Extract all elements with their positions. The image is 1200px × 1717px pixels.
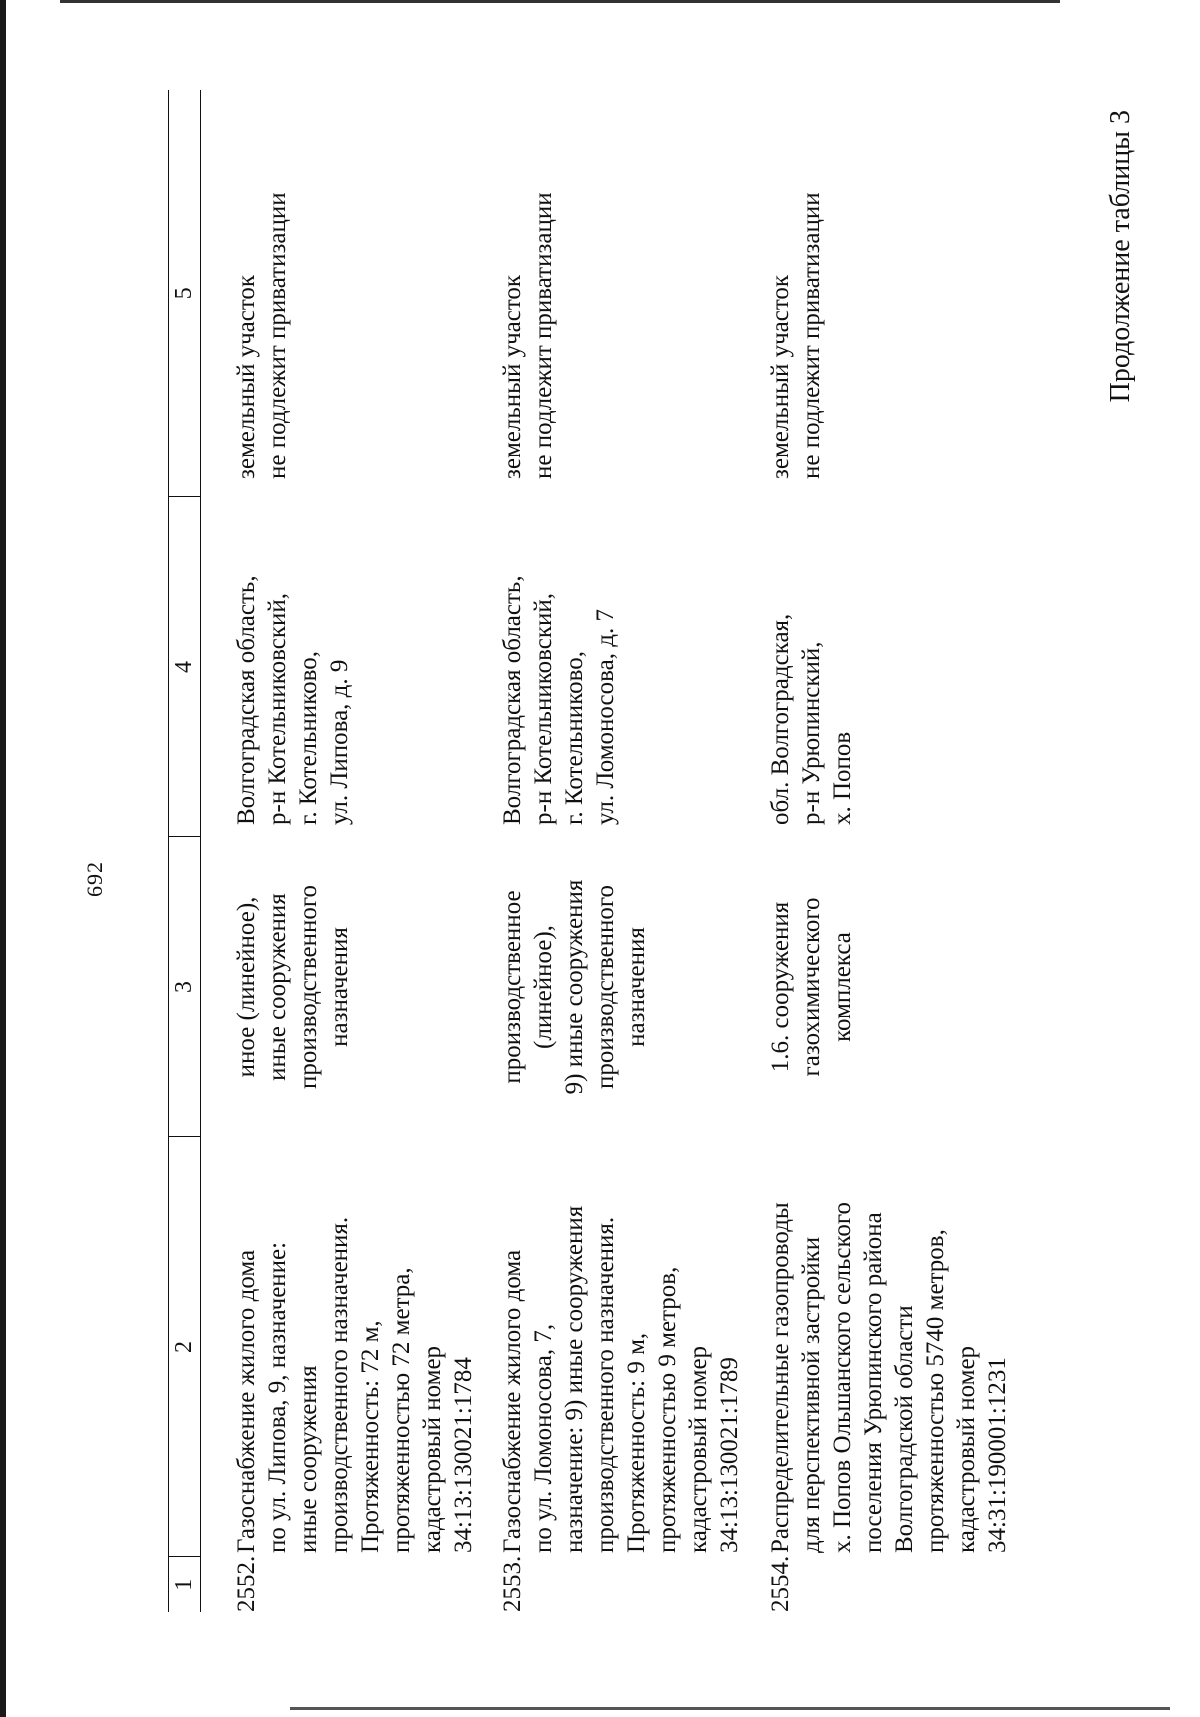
row-number: 2554.: [767, 1555, 794, 1612]
description-line: иные сооружения: [295, 1365, 322, 1553]
note-line: не подлежит приватизации: [798, 192, 825, 479]
purpose-cell: [491, 837, 759, 1137]
purpose-line: 9) иные сооружения: [561, 879, 588, 1095]
description-line: для перспективной застройки: [798, 1236, 825, 1553]
description-line: производственного назначения.: [326, 1216, 353, 1553]
description-cell: [201, 1137, 492, 1557]
description-line: 34:13:130021:1784: [450, 1357, 477, 1553]
description-line: Протяженность: 9 м,: [623, 1332, 650, 1553]
row-number-cell: [759, 1557, 1013, 1612]
description-line: кадастровый номер: [953, 1345, 980, 1553]
purpose-line: газохимического: [798, 897, 825, 1077]
description-line: по ул. Липова, 9, назначение:: [264, 1241, 291, 1553]
row-number: 2553.: [499, 1555, 526, 1612]
row-number: 2552.: [233, 1555, 260, 1612]
purpose-line: производственное: [499, 890, 526, 1084]
description-line: Волгоградской области: [891, 1305, 918, 1553]
table-row: [491, 90, 759, 1612]
description-line: по ул. Ломоносова, 7,: [530, 1323, 557, 1553]
note-line: не подлежит приватизации: [530, 192, 557, 479]
description-line: 34:13:130021:1789: [716, 1357, 743, 1553]
column-header-1: 1: [169, 1557, 201, 1612]
description-line: Протяженность: 72 м,: [357, 1320, 384, 1553]
column-header-5: 5: [169, 90, 201, 497]
description-line: Газоснабжение жилого дома: [499, 1249, 526, 1553]
purpose-line: производственного: [295, 885, 322, 1089]
purpose-line: иные сооружения: [264, 893, 291, 1081]
description-cell: [491, 1137, 759, 1557]
purpose-line: (линейное),: [530, 925, 557, 1049]
description-line: поселения Урюпинского района: [860, 1212, 887, 1553]
note-line: земельный участок: [767, 274, 794, 479]
address-cell: [201, 497, 492, 837]
note-cell: [759, 90, 1013, 497]
column-header-3: 3: [169, 837, 201, 1137]
purpose-line: производственного: [592, 885, 619, 1089]
table-row: [201, 90, 492, 1612]
description-line: Распределительные газопроводы: [767, 1202, 794, 1553]
column-header-2: 2: [169, 1137, 201, 1557]
address-line: х. Попов: [829, 731, 856, 825]
table-row: [759, 90, 1013, 1612]
page-number: 692: [82, 861, 107, 897]
address-line: г. Котельниково,: [295, 651, 322, 825]
address-cell: [491, 497, 759, 837]
description-line: протяженностью 5740 метров,: [922, 1229, 949, 1553]
description-line: протяженностью 9 метров,: [654, 1266, 681, 1553]
address-line: ул. Ломоносова, д. 7: [592, 609, 619, 825]
table-caption: Продолжение таблицы 3: [1105, 110, 1136, 403]
description-line: производственного назначения.: [592, 1216, 619, 1553]
address-line: р-н Урюпинский,: [798, 641, 825, 825]
purpose-line: назначения: [623, 927, 650, 1047]
description-line: назначение: 9) иные сооружения: [561, 1205, 588, 1553]
purpose-line: комплекса: [829, 932, 856, 1042]
description-line: 34:31:190001:1231: [984, 1357, 1011, 1553]
property-table: [168, 90, 1013, 1612]
note-line: не подлежит приватизации: [264, 192, 291, 479]
address-line: ул. Липова, д. 9: [326, 659, 353, 825]
address-cell: [759, 497, 1013, 837]
description-cell: [759, 1137, 1013, 1557]
description-line: кадастровый номер: [419, 1345, 446, 1553]
note-cell: [491, 90, 759, 497]
row-number-cell: [491, 1557, 759, 1612]
purpose-cell: [201, 837, 492, 1137]
purpose-line: 1.6. сооружения: [767, 901, 794, 1073]
description-line: кадастровый номер: [685, 1345, 712, 1553]
column-header-4: 4: [169, 497, 201, 837]
address-line: Волгоградская область,: [233, 575, 260, 825]
note-cell: [201, 90, 492, 497]
purpose-line: иное (линейное),: [233, 896, 260, 1078]
table-header-row: [169, 90, 201, 1612]
address-line: Волгоградская область,: [499, 575, 526, 825]
note-line: земельный участок: [499, 274, 526, 479]
address-line: г. Котельниково,: [561, 651, 588, 825]
note-line: земельный участок: [233, 274, 260, 479]
purpose-cell: [759, 837, 1013, 1137]
address-line: обл. Волгоградская,: [767, 613, 794, 825]
address-line: р-н Котельниковский,: [530, 593, 557, 825]
description-line: протяженностью 72 метра,: [388, 1267, 415, 1553]
purpose-line: назначения: [326, 927, 353, 1047]
description-line: Газоснабжение жилого дома: [233, 1249, 260, 1553]
address-line: р-н Котельниковский,: [264, 593, 291, 825]
description-line: х. Попов Ольшанского сельского: [829, 1202, 856, 1553]
row-number-cell: [201, 1557, 492, 1612]
